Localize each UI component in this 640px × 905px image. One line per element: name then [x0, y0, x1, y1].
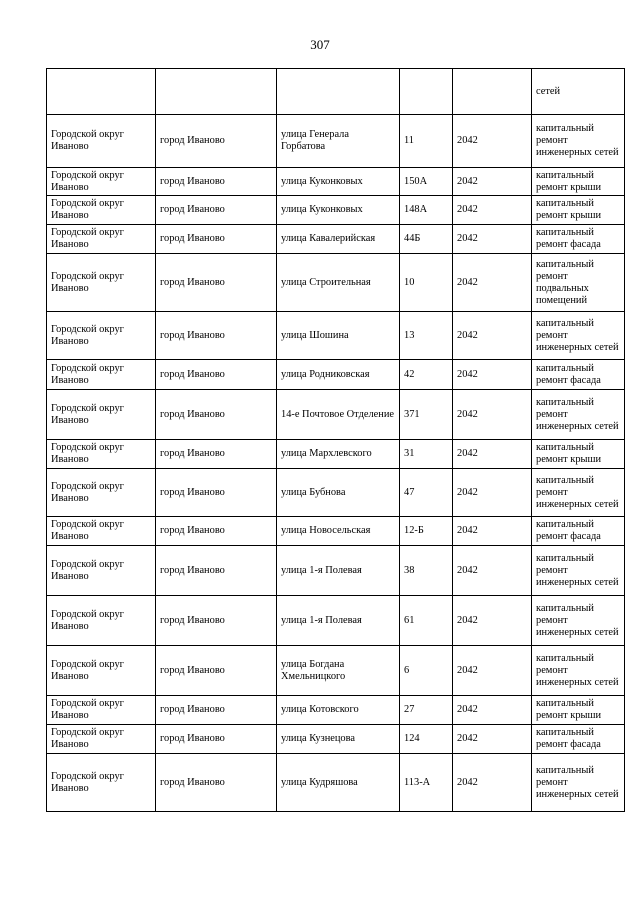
year-cell: 2042 — [453, 168, 532, 196]
street-cell — [277, 69, 400, 115]
work-type-cell: капитальный ремонт фасада — [532, 725, 625, 754]
street-cell: улица Генерала Горбатова — [277, 115, 400, 168]
settlement-cell: город Иваново — [156, 390, 277, 440]
municipality-cell: Городской округ Иваново — [47, 469, 156, 517]
municipality-cell: Городской округ Иваново — [47, 115, 156, 168]
municipality-cell: Городской округ Иваново — [47, 312, 156, 360]
street-cell: улица Куконковых — [277, 168, 400, 196]
work-type-cell: капитальный ремонт инженерных сетей — [532, 390, 625, 440]
house-cell: 6 — [400, 646, 453, 696]
municipality-cell: Городской округ Иваново — [47, 696, 156, 725]
table-row — [47, 754, 625, 812]
house-cell: 150А — [400, 168, 453, 196]
street-cell: улица Кузнецова — [277, 725, 400, 754]
table-row — [47, 225, 625, 254]
repair-schedule-table — [46, 68, 625, 812]
work-type-cell: капитальный ремонт фасада — [532, 225, 625, 254]
work-type-cell: капитальный ремонт крыши — [532, 196, 625, 225]
year-cell: 2042 — [453, 254, 532, 312]
year-cell: 2042 — [453, 754, 532, 812]
house-cell: 113-А — [400, 754, 453, 812]
street-cell: улица Богдана Хмельницкого — [277, 646, 400, 696]
house-cell: 27 — [400, 696, 453, 725]
settlement-cell: город Иваново — [156, 725, 277, 754]
settlement-cell: город Иваново — [156, 440, 277, 469]
municipality-cell: Городской округ Иваново — [47, 517, 156, 546]
municipality-cell: Городской округ Иваново — [47, 546, 156, 596]
street-cell: 14-е Почтовое Отделение — [277, 390, 400, 440]
table-row — [47, 360, 625, 390]
work-type-cell: капитальный ремонт крыши — [532, 440, 625, 469]
house-cell: 47 — [400, 469, 453, 517]
house-cell: 12-Б — [400, 517, 453, 546]
table-row — [47, 517, 625, 546]
settlement-cell: город Иваново — [156, 517, 277, 546]
municipality-cell: Городской округ Иваново — [47, 360, 156, 390]
street-cell: улица Строительная — [277, 254, 400, 312]
page-number: 307 — [310, 37, 330, 52]
work-type-cell: капитальный ремонт крыши — [532, 696, 625, 725]
year-cell: 2042 — [453, 469, 532, 517]
settlement-cell: город Иваново — [156, 312, 277, 360]
table-row — [47, 312, 625, 360]
table-row — [47, 725, 625, 754]
work-type-cell: капитальный ремонт инженерных сетей — [532, 596, 625, 646]
year-cell: 2042 — [453, 390, 532, 440]
table-row — [47, 390, 625, 440]
work-type-cell: капитальный ремонт фасада — [532, 360, 625, 390]
settlement-cell: город Иваново — [156, 696, 277, 725]
work-type-cell: капитальный ремонт инженерных сетей — [532, 546, 625, 596]
table-row — [47, 168, 625, 196]
work-type-cell: капитальный ремонт инженерных сетей — [532, 115, 625, 168]
street-cell: улица Бубнова — [277, 469, 400, 517]
table-row — [47, 546, 625, 596]
house-cell — [400, 69, 453, 115]
settlement-cell: город Иваново — [156, 754, 277, 812]
year-cell: 2042 — [453, 115, 532, 168]
municipality-cell: Городской округ Иваново — [47, 596, 156, 646]
settlement-cell: город Иваново — [156, 254, 277, 312]
work-type-cell: капитальный ремонт крыши — [532, 168, 625, 196]
municipality-cell: Городской округ Иваново — [47, 254, 156, 312]
work-type-cell: капитальный ремонт фасада — [532, 517, 625, 546]
municipality-cell: Городской округ Иваново — [47, 754, 156, 812]
house-cell: 371 — [400, 390, 453, 440]
street-cell: улица Мархлевского — [277, 440, 400, 469]
house-cell: 10 — [400, 254, 453, 312]
municipality-cell: Городской округ Иваново — [47, 225, 156, 254]
house-cell: 148А — [400, 196, 453, 225]
street-cell: улица Родниковская — [277, 360, 400, 390]
settlement-cell: город Иваново — [156, 546, 277, 596]
settlement-cell: город Иваново — [156, 469, 277, 517]
year-cell: 2042 — [453, 312, 532, 360]
house-cell: 61 — [400, 596, 453, 646]
settlement-cell: город Иваново — [156, 196, 277, 225]
year-cell — [453, 69, 532, 115]
table-row — [47, 696, 625, 725]
house-cell: 38 — [400, 546, 453, 596]
year-cell: 2042 — [453, 725, 532, 754]
street-cell: улица 1-я Полевая — [277, 546, 400, 596]
settlement-cell: город Иваново — [156, 360, 277, 390]
work-type-cell: капитальный ремонт подвальных помещений — [532, 254, 625, 312]
work-type-cell: капитальный ремонт инженерных сетей — [532, 754, 625, 812]
table-row — [47, 469, 625, 517]
table-body — [47, 69, 625, 812]
street-cell: улица Кавалерийская — [277, 225, 400, 254]
settlement-cell: город Иваново — [156, 115, 277, 168]
year-cell: 2042 — [453, 646, 532, 696]
table-row — [47, 254, 625, 312]
house-cell: 42 — [400, 360, 453, 390]
settlement-cell — [156, 69, 277, 115]
house-cell: 11 — [400, 115, 453, 168]
municipality-cell: Городской округ Иваново — [47, 196, 156, 225]
year-cell: 2042 — [453, 225, 532, 254]
table-row — [47, 646, 625, 696]
work-type-cell: капитальный ремонт инженерных сетей — [532, 646, 625, 696]
table-row — [47, 115, 625, 168]
table-row — [47, 196, 625, 225]
settlement-cell: город Иваново — [156, 168, 277, 196]
street-cell: улица Куконковых — [277, 196, 400, 225]
municipality-cell — [47, 69, 156, 115]
work-type-cell: сетей — [532, 69, 625, 115]
year-cell: 2042 — [453, 696, 532, 725]
table-row — [47, 440, 625, 469]
municipality-cell: Городской округ Иваново — [47, 440, 156, 469]
municipality-cell: Городской округ Иваново — [47, 168, 156, 196]
year-cell: 2042 — [453, 196, 532, 225]
table-header-row — [47, 69, 625, 115]
settlement-cell: город Иваново — [156, 225, 277, 254]
year-cell: 2042 — [453, 440, 532, 469]
settlement-cell: город Иваново — [156, 596, 277, 646]
municipality-cell: Городской округ Иваново — [47, 646, 156, 696]
house-cell: 31 — [400, 440, 453, 469]
municipality-cell: Городской округ Иваново — [47, 725, 156, 754]
street-cell: улица Шошина — [277, 312, 400, 360]
work-type-cell: капитальный ремонт инженерных сетей — [532, 469, 625, 517]
municipality-cell: Городской округ Иваново — [47, 390, 156, 440]
table-row — [47, 596, 625, 646]
settlement-cell: город Иваново — [156, 646, 277, 696]
house-cell: 44Б — [400, 225, 453, 254]
street-cell: улица 1-я Полевая — [277, 596, 400, 646]
street-cell: улица Кудряшова — [277, 754, 400, 812]
street-cell: улица Новосельская — [277, 517, 400, 546]
year-cell: 2042 — [453, 546, 532, 596]
street-cell: улица Котовского — [277, 696, 400, 725]
year-cell: 2042 — [453, 517, 532, 546]
year-cell: 2042 — [453, 360, 532, 390]
house-cell: 13 — [400, 312, 453, 360]
year-cell: 2042 — [453, 596, 532, 646]
house-cell: 124 — [400, 725, 453, 754]
work-type-cell: капитальный ремонт инженерных сетей — [532, 312, 625, 360]
